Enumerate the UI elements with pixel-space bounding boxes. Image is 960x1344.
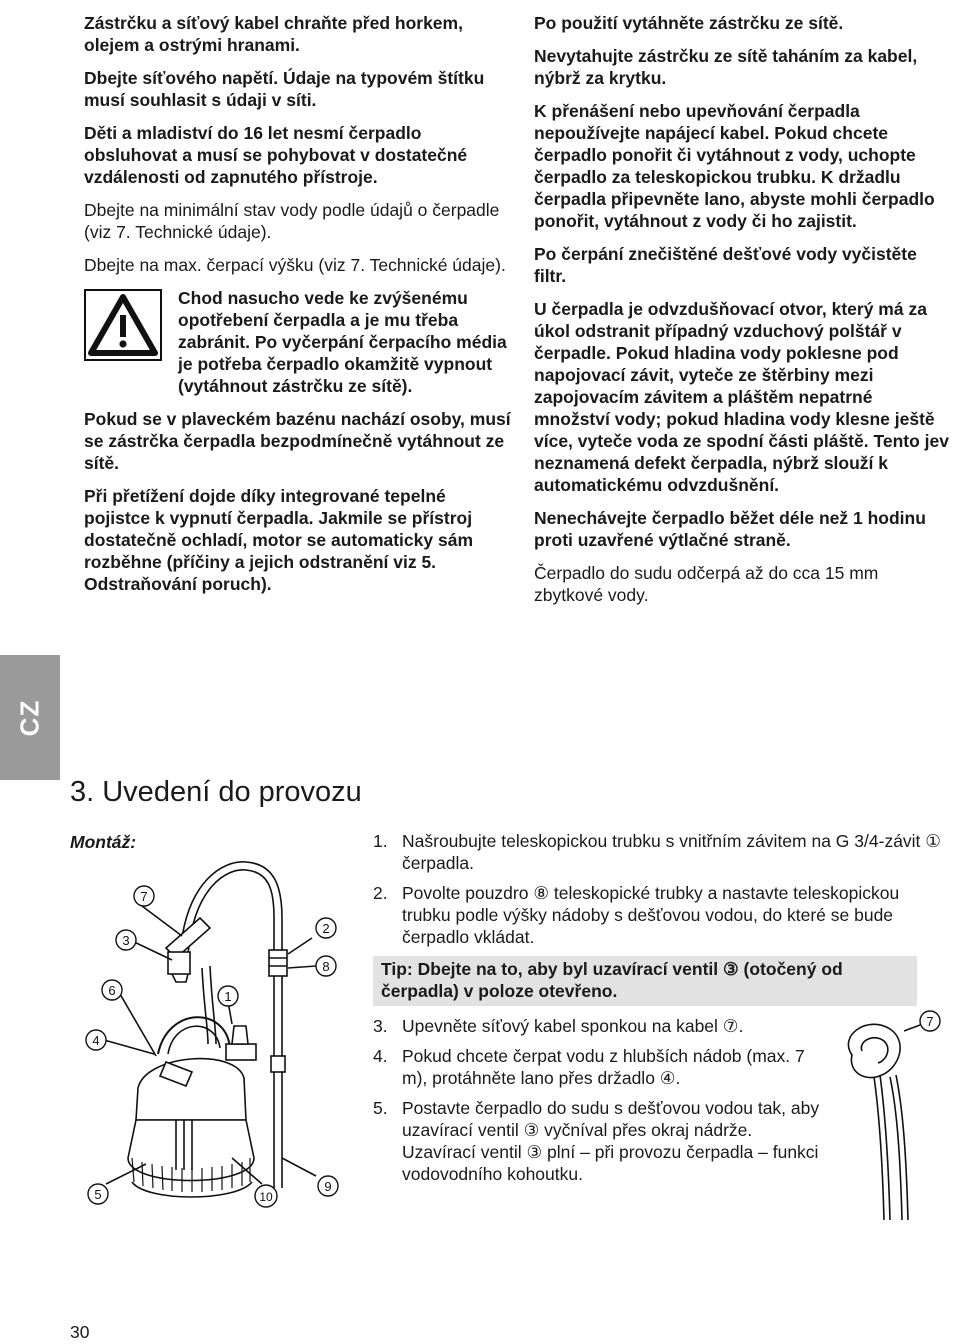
residual-water: Čerpadlo do sudu odčerpá až do cca 15 mm zbytkové vody. <box>534 563 879 605</box>
warning-triangle-icon <box>84 289 162 361</box>
right-column <box>534 12 949 617</box>
diagram-label: 4 <box>92 1033 100 1048</box>
step-number: 5. <box>373 1098 388 1118</box>
step-text: Upevněte síťový kabel sponkou na kabel ⑦. <box>402 1016 744 1036</box>
step-4 <box>373 1045 822 1089</box>
diagram-label: 7 <box>140 889 148 904</box>
diagram-label: 2 <box>322 921 330 936</box>
diagram-label: 1 <box>224 989 232 1004</box>
step-number: 2. <box>373 883 388 903</box>
unplug-by-cap: Nevytahujte zástrčku ze sítě taháním za kabel, nýbrž za krytku. <box>534 46 918 88</box>
safety-plug-heat: Zástrčku a síťový kabel chraňte před horkem, olejem a ostrými hranami. <box>84 13 463 55</box>
safety-pool: Pokud se v plaveckém bazénu nachází osoby, musí se zástrčka čerpadla bezpodmínečně vytáhnout ze sítě. <box>84 409 511 473</box>
step-text: Povolte pouzdro ⑧ teleskopické trubky a nastavte teleskopickou trubku podle výšky nádoby s dešťovou vodou, do které se bude čerpadlo vkládat. <box>402 883 900 947</box>
step-text: Pokud chcete čerpat vodu z hlubších nádob (max. 7 m), protáhněte lano přes držadlo ④. <box>402 1046 805 1088</box>
diagram-label: 9 <box>324 1179 332 1194</box>
vent-hole: U čerpadla je odvzdušňovací otvor, který má za úkol odstranit případný vzduchový polštář v čerpadle. Pokud hladina vody poklesne pod napojovací závit, vyteče ze štěrbiny mezi zapojovacím závitem a pláštěm nepatrné množství vody; pokud hladina vody klesne ještě více, vyteče voda ze spodní části pláště. Tento jev neznamená defekt čerpadla, nýbrž slouží k automatickému odvzdušnění. <box>534 299 949 495</box>
page-number: 30 <box>70 1322 90 1342</box>
safety-voltage: Dbejte síťového napětí. Údaje na typovém štítku musí souhlasit s údaji v síti. <box>84 68 485 110</box>
step-1 <box>373 830 948 874</box>
diagram-label: 7 <box>926 1014 934 1029</box>
diagram-label: 5 <box>94 1187 102 1202</box>
dry-run-warning-text: Chod nasucho vede ke zvýšenému opotřebení čerpadla a je mu třeba zabránit. Po vyčerpání čerpacího média je potřeba čerpadlo okamžitě vypnout (vytáhnout zástrčku ze sítě). <box>178 288 507 396</box>
step-number: 1. <box>373 831 388 851</box>
step-text: Našroubujte teleskopickou trubku s vnitřním závitem na G 3/4-závit ① čerpadla. <box>402 831 941 873</box>
closed-discharge: Nenechávejte čerpadlo běžet déle než 1 hodinu proti uzavřené výtlačné straně. <box>534 508 926 550</box>
dry-run-warning <box>84 287 514 397</box>
clean-filter: Po čerpání znečištěné dešťové vody vyčistěte filtr. <box>534 244 917 286</box>
info-min-water: Dbejte na minimální stav vody podle údajů o čerpadle (viz 7. Technické údaje). <box>84 200 500 242</box>
diagram-label: 8 <box>322 959 330 974</box>
diagram-label: 10 <box>259 1190 273 1204</box>
montage-label: Montáž: <box>70 832 137 852</box>
pump-diagram <box>76 858 366 1218</box>
step-3 <box>373 1015 822 1037</box>
step-text: Postavte čerpadlo do sudu s dešťovou vodou tak, aby uzavírací ventil ③ vyčníval přes okraj nádrže. Uzavírací ventil ③ plní – při provozu čerpadla – funkci vodovodního kohoutku. <box>402 1098 820 1184</box>
safety-children: Děti a mladiství do 16 let nesmí čerpadlo obsluhovat a musí se pohybovat v dostatečné vzdálenosti od zapnutého přístroje. <box>84 123 468 187</box>
language-tab <box>0 655 60 780</box>
after-use-unplug: Po použití vytáhněte zástrčku ze sítě. <box>534 13 844 33</box>
diagram-label: 6 <box>108 983 116 998</box>
step-2 <box>373 882 922 948</box>
cable-clip-diagram <box>808 1005 948 1225</box>
step-5 <box>373 1097 822 1185</box>
left-column <box>84 12 514 606</box>
language-tab-label: CZ <box>14 699 45 736</box>
section-title: 3. Uvedení do provozu <box>70 776 362 808</box>
step-number: 4. <box>373 1046 388 1066</box>
diagram-label: 3 <box>122 933 130 948</box>
safety-overheat: Při přetížení dojde díky integrované tepelné pojistce k vypnutí čerpadla. Jakmile se přístroj dostatečně ochladí, motor se automaticky sám rozběhne (příčiny a jejich odstranění viz 5. Odstraňování poruch). <box>84 486 474 594</box>
tip-box: Tip: Dbejte na to, aby byl uzavírací ventil ③ (otočený od čerpadla) v poloze otevřeno. <box>373 956 917 1006</box>
step-number: 3. <box>373 1016 388 1036</box>
info-max-height: Dbejte na max. čerpací výšku (viz 7. Technické údaje). <box>84 255 506 275</box>
carrying-cable: K přenášení nebo upevňování čerpadla nepoužívejte napájecí kabel. Pokud chcete čerpadlo ponořit či vytáhnout z vody, uchopte čerpadlo za teleskopickou trubku. K držadlu čerpadla připevněte lano, abyste mohli čerpadlo ponořit, vytáhnout z vody či ho zajistit. <box>534 101 935 231</box>
